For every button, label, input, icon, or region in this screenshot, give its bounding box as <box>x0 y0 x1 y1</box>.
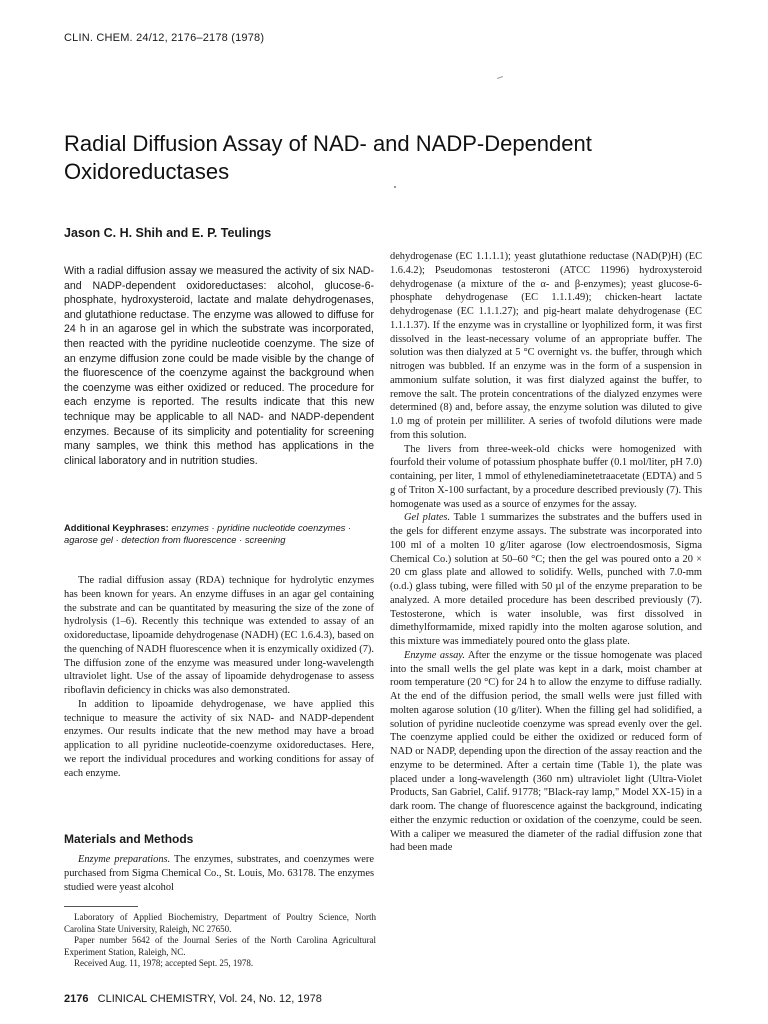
footnote-affiliation: Laboratory of Applied Biochemistry, Department of Poultry Science, North Carolina State University, Raleigh, NC 27650. <box>64 912 376 934</box>
gel-plates-text: Table 1 summarizes the substrates and the buffers used in the gels for different enzyme assays. The substrate was incorporated into 100 ml of a molten 10 g/liter agarose (low electroendosmosis, Sigma Chemical Co.) solution at 50–60 °C; then the gel was poured onto a 20 × 20 cm glass plate and allowed to solidify. Wells, punched with 7.0-mm (o.d.) glass tubing, were filled with 50 µl of the enzyme preparation to be analyzed. A more detailed procedure has been described previously (7). Testosterone, which is water insoluble, was first dissolved in dimethylformamide, mixed rapidly into the molten agarose solution, and this mixture was immediately poured onto the glass plate. <box>390 512 702 647</box>
methods-paragraph <box>64 853 374 894</box>
footnote-paper-number: Paper number 5642 of the Journal Series of the North Carolina Agricultural Experiment Station, Raleigh, NC. <box>64 935 376 957</box>
page-footer <box>64 993 322 1005</box>
liver-homogenate-paragraph: The livers from three-week-old chicks were homogenized with fourfold their volume of potassium phosphate buffer (0.1 mol/liter, pH 7.0) containing, per liter, 1 mmol of ethylenediaminetetraacetate (EDTA) and 5 g of Triton X-100 surfactant, by a procedure described previously (7). This homogenate was used as a source of enzymes for the assay. <box>390 443 702 510</box>
keyphrases <box>64 522 374 547</box>
abstract: With a radial diffusion assay we measured the activity of six NAD- and NADP-dependent oxidoreductases: alcohol, glucose-6-phosphate, hydroxysteroid, lactate and malate dehydrogenases, and glutathione reductase. The enzyme was allowed to diffuse for 24 h in an agarose gel in which the substrate was incorporated, then reacted with the pyridine nucleotide coenzyme. The size of an enzyme diffusion zone could be made visible by the change of the fluorescence of the coenzyme against the background when the coenzyme was either oxidized or reduced. The procedure for each enzyme is reported. The results indicate that this new technique may be applicable to all NAD- and NADP-dependent enzymes. Because of its simplicity and potentiality for screening many samples, we think this method has applications in the clinical laboratory and in nutrition studies. <box>64 265 374 467</box>
section-heading-methods: Materials and Methods <box>64 832 194 846</box>
enzyme-assay-text: After the enzyme or the tissue homogenate was placed into the small wells the gel plate was kept in a dark, moist chamber at room temperature (20 °C) for 24 h to allow the enzyme to diffuse radially. At the end of the diffusion period, the small wells were just filled with molten agarose solution (10 g/liter). When the filling gel had solidified, a solution of pyridine nucleotide coenzyme was spread evenly over the gel. The coenzyme applied could be either the oxidized or reduced form of NAD or NADP, depending upon the direction of the assay reaction and the enzyme to be determined. After a certain time (Table 1), the plate was placed under a long-wavelength (360 nm) ultraviolet light (Ultra-Violet Products, San Gabriel, Calif. 91778; "Black-ray lamp," Model XX-15) in a dark room. The change of fluorescence against the background, indicating either the enzymic reduction or oxidation of the coenzyme, could be seen. With a caliper we measured the diameter of the radial diffusion zone that had been made <box>390 649 703 854</box>
keyphrases-terms: enzymes · pyridine nucleotide coenzymes · agarose gel · detection from fluorescence · screening <box>64 522 352 546</box>
gel-plates-paragraph <box>390 511 702 649</box>
keyphrases-label: Additional Keyphrases: <box>64 522 169 533</box>
journal-citation: CLIN. CHEM. 24/12, 2176–2178 (1978) <box>64 32 265 44</box>
footnote-divider <box>64 906 138 907</box>
introduction <box>64 574 374 780</box>
subheading-enzyme-assay: Enzyme assay. <box>404 649 465 661</box>
subheading-gel-plates: Gel plates. <box>404 512 451 524</box>
scan-dot <box>394 186 396 188</box>
intro-paragraph-1: The radial diffusion assay (RDA) technique for hydrolytic enzymes has been known for years. An enzyme diffuses in an agar gel containing the substrate and can be quantitated by measuring the size of the zone of hydrolysis (1–6). Recently this technique was extended to assay of an oxidoreductase, lipoamide dehydrogenase (NADH) (EC 1.6.4.3), based on the quenching of NADH fluorescence when it is enzymically oxidized (7). The diffusion zone of the enzyme was measured under long-wavelength ultraviolet light. Use of the assay of lipoamide dehydrogenase to assess riboflavin deficiency in chicks was also demonstrated. <box>64 575 374 696</box>
enzyme-list-paragraph: dehydrogenase (EC 1.1.1.1); yeast glutathione reductase (NAD(P)H) (EC 1.6.4.2); Pseudomonas testosteroni (ATCC 11996) hydroxysteroid dehydrogenase (a mixture of the α- and β-enzymes); yeast glucose-6-phosphate dehydrogenase (EC 1.1.1.49); chicken-heart lactate dehydrogenase (EC 1.1.1.27); and pig-heart malate dehydrogenase (EC 1.1.1.37). If the enzyme was in crystalline or lyophilized form, it was first dissolved in the least-necessary volume of an appropriate buffer. The solution was then dialyzed at 5 °C overnight vs. the buffer, through which nitrogen was bubbled. If an enzyme was in the form of a suspension in ammonium sulfate solution, it was first dialyzed against the buffer, to remove the salt. The protein concentrations of the dialyzed enzymes were determined (8) and, before assay, the enzyme solution was diluted to give 1.0 mg of protein per milliliter. A series of twofold dilutions were made from this solution. <box>390 251 702 441</box>
right-column <box>390 250 702 855</box>
methods-text: The enzymes, substrates, and coenzymes were purchased from Sigma Chemical Co., St. Louis, Mo. 63178. The enzymes studied were yeast alcohol <box>64 854 374 893</box>
article-title: Radial Diffusion Assay of NAD- and NADP-Dependent Oxidoreductases <box>64 131 592 184</box>
footnote-dates: Received Aug. 11, 1978; accepted Sept. 25, 1978. <box>74 958 254 968</box>
scan-speck <box>497 76 503 79</box>
author-list: Jason C. H. Shih and E. P. Teulings <box>64 226 272 240</box>
footnotes <box>64 912 376 970</box>
intro-paragraph-2: In addition to lipoamide dehydrogenase, we have applied this technique to measure the activity of six NAD- and NADP-dependent enzymes. Our results indicate that the new method may have a broad application to all pyridine nucleotide-coenzyme oxidoreductases. Here, we report the individual procedures and working conditions for assay of each enzyme. <box>64 698 374 779</box>
journal-footer: CLINICAL CHEMISTRY, Vol. 24, No. 12, 1978 <box>97 993 322 1005</box>
page-number: 2176 <box>64 993 89 1005</box>
enzyme-assay-paragraph <box>390 649 702 855</box>
subheading-enzyme-preparations: Enzyme preparations. <box>78 854 171 865</box>
